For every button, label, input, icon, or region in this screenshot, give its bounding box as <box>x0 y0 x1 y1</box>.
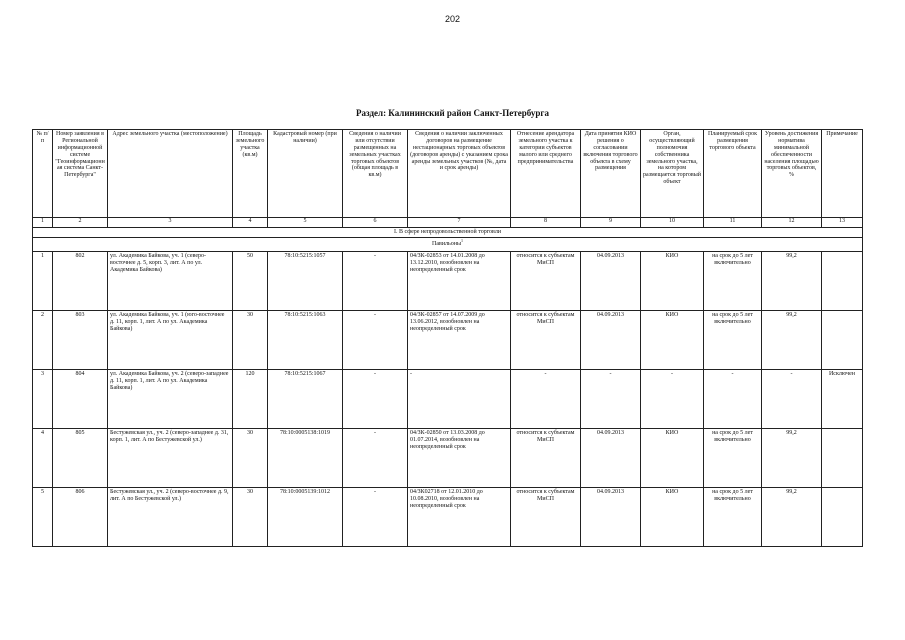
cell-application-number: 804 <box>53 369 108 428</box>
header-cell-address: Адрес земельного участка (местоположение) <box>108 130 233 218</box>
header-cell-existing-objects: Сведения о наличии или отсутствии размещенных на земельных участках торговых объектов (общая площадь в кв.м) <box>343 130 408 218</box>
cell-note <box>822 487 863 546</box>
cell-owner-body: КИО <box>641 487 704 546</box>
cell-decision-date: - <box>581 369 641 428</box>
cell-area: 30 <box>233 310 268 369</box>
cell-sme-status: относится к субъектам МиСП <box>511 428 581 487</box>
cell-decision-date: 04.09.2013 <box>581 487 641 546</box>
cell-existing-objects: - <box>343 310 408 369</box>
cell-area: 30 <box>233 487 268 546</box>
cell-cadastral-number: 78:10:5215:1067 <box>268 369 343 428</box>
table-row <box>33 487 863 546</box>
column-number: 1 <box>33 218 53 228</box>
section-title: Раздел: Калининский район Санкт-Петербурга <box>356 108 549 118</box>
cell-sme-status: относится к субъектам МиСП <box>511 310 581 369</box>
cell-existing-objects: - <box>343 251 408 310</box>
cell-sme-status: относится к субъектам МиСП <box>511 487 581 546</box>
cell-planned-term: на срок до 5 лет включительно <box>704 487 762 546</box>
cell-owner-body: КИО <box>641 428 704 487</box>
cell-application-number: 803 <box>53 310 108 369</box>
cell-note <box>822 310 863 369</box>
header-cell-num: № п/п <box>33 130 53 218</box>
column-number: 4 <box>233 218 268 228</box>
cell-cadastral-number: 78:10:5215:1063 <box>268 310 343 369</box>
cell-level: 99,2 <box>762 310 822 369</box>
subgroup-label: Павильоны <box>431 240 461 247</box>
register-table <box>32 129 863 547</box>
cell-sme-status: относится к субъектам МиСП <box>511 251 581 310</box>
header-cell-owner-body: Орган, осуществляющий полномочия собственника земельного участка, на котором размещается торговый объект <box>641 130 704 218</box>
header-cell-note: Примечание <box>822 130 863 218</box>
cell-row-number: 1 <box>33 251 53 310</box>
cell-contracts: 04/ЗК-02850 от 13.03.2008 до 01.07.2014, возобновлен на неопределенный срок <box>408 428 511 487</box>
cell-decision-date: 04.09.2013 <box>581 251 641 310</box>
page-number: 202 <box>444 14 461 24</box>
cell-existing-objects: - <box>343 428 408 487</box>
cell-row-number: 2 <box>33 310 53 369</box>
cell-note: Исключен <box>822 369 863 428</box>
cell-application-number: 805 <box>53 428 108 487</box>
cell-planned-term: на срок до 5 лет включительно <box>704 428 762 487</box>
table-row <box>33 310 863 369</box>
cell-sme-status: - <box>511 369 581 428</box>
cell-level: 99,2 <box>762 251 822 310</box>
column-number: 5 <box>268 218 343 228</box>
cell-contracts: 04/ЗК-02857 от 14.07.2009 до 13.06.2012, возобновлен на неопределенный срок <box>408 310 511 369</box>
cell-row-number: 5 <box>33 487 53 546</box>
column-number: 6 <box>343 218 408 228</box>
subgroup-row <box>33 237 863 251</box>
cell-row-number: 4 <box>33 428 53 487</box>
cell-application-number: 802 <box>53 251 108 310</box>
header-cell-sme: Отнесение арендатора земельного участка к категории субъектов малого или среднего предпринимательства <box>511 130 581 218</box>
cell-planned-term: - <box>704 369 762 428</box>
cell-application-number: 806 <box>53 487 108 546</box>
cell-address: ул. Академика Байкова, уч. 1 (северо-восточнее д. 5, корп. 3, лит. А по ул. Академика Байкова) <box>108 251 233 310</box>
column-number: 7 <box>408 218 511 228</box>
cell-contracts: - <box>408 369 511 428</box>
cell-existing-objects: - <box>343 369 408 428</box>
cell-cadastral-number: 78:10:0005139:1012 <box>268 487 343 546</box>
cell-row-number: 3 <box>33 369 53 428</box>
cell-level: - <box>762 369 822 428</box>
cell-contracts: 04/ЗК02718 от 12.01.2010 до 10.08.2010, возобновлен на неопределенный срок <box>408 487 511 546</box>
cell-note <box>822 251 863 310</box>
subgroup-cell <box>33 237 863 251</box>
header-cell-level: Уровень достижения норматива минимальной обеспеченности населения площадью торговых объектов, % <box>762 130 822 218</box>
cell-existing-objects: - <box>343 487 408 546</box>
column-number: 12 <box>762 218 822 228</box>
group-row <box>33 228 863 238</box>
cell-decision-date: 04.09.2013 <box>581 310 641 369</box>
header-cell-cadastral: Кадастровый номер (при наличии) <box>268 130 343 218</box>
cell-note <box>822 428 863 487</box>
cell-owner-body: - <box>641 369 704 428</box>
header-row <box>33 130 863 218</box>
header-cell-planned-term: Планируемый срок размещения торгового объекта <box>704 130 762 218</box>
cell-owner-body: КИО <box>641 251 704 310</box>
column-number: 13 <box>822 218 863 228</box>
cell-decision-date: 04.09.2013 <box>581 428 641 487</box>
cell-area: 30 <box>233 428 268 487</box>
cell-contracts: 04/ЗК-02853 от 14.01.2008 до 13.12.2010, возобновлен на неопределенный срок <box>408 251 511 310</box>
column-number: 2 <box>53 218 108 228</box>
column-number: 11 <box>704 218 762 228</box>
header-cell-area: Площадь земельного участка (кв.м) <box>233 130 268 218</box>
column-number: 10 <box>641 218 704 228</box>
cell-planned-term: на срок до 5 лет включительно <box>704 251 762 310</box>
header-cell-contracts: Сведения о наличии заключенных договоров на размещение нестационарных торговых объектов (договоров аренды) с указанием срока аренды земельных участков (№, дата и срок аренды) <box>408 130 511 218</box>
cell-area: 50 <box>233 251 268 310</box>
table-row <box>33 251 863 310</box>
cell-owner-body: КИО <box>641 310 704 369</box>
table-row <box>33 428 863 487</box>
column-number-row <box>33 218 863 228</box>
cell-area: 120 <box>233 369 268 428</box>
cell-address: Бестужевская ул., уч. 2 (северо-восточнее д. 9, лит. А по Бестужевской ул.) <box>108 487 233 546</box>
header-cell-decision-date: Дата принятия КИО решения о согласовании включения торгового объекта в схему размещения <box>581 130 641 218</box>
cell-cadastral-number: 78:10:5215:1057 <box>268 251 343 310</box>
cell-cadastral-number: 78:10:0005138:1019 <box>268 428 343 487</box>
column-number: 8 <box>511 218 581 228</box>
footnote-marker: 1 <box>461 237 463 243</box>
column-number: 3 <box>108 218 233 228</box>
cell-level: 99,2 <box>762 487 822 546</box>
column-number: 9 <box>581 218 641 228</box>
cell-address: ул. Академика Байкова, уч. 1 (юго-восточнее д. 11, корп. 1, лит. А по ул. Академика Байкова) <box>108 310 233 369</box>
cell-address: Бестужевская ул., уч. 2 (северо-западнее д. 31, корп. 1, лит. А по Бестужевской ул.) <box>108 428 233 487</box>
cell-planned-term: на срок до 5 лет включительно <box>704 310 762 369</box>
cell-level: 99,2 <box>762 428 822 487</box>
header-cell-application: Номер заявления в Региональной информационной системе "Геоинформационная система Санкт-Петербурга" <box>53 130 108 218</box>
group-label: I. В сфере непродовольственной торговли <box>33 228 863 238</box>
table-row <box>33 369 863 428</box>
cell-address: ул. Академика Байкова, уч. 2 (северо-западнее д. 11, корп. 1, лит. А по ул. Академика Байкова) <box>108 369 233 428</box>
